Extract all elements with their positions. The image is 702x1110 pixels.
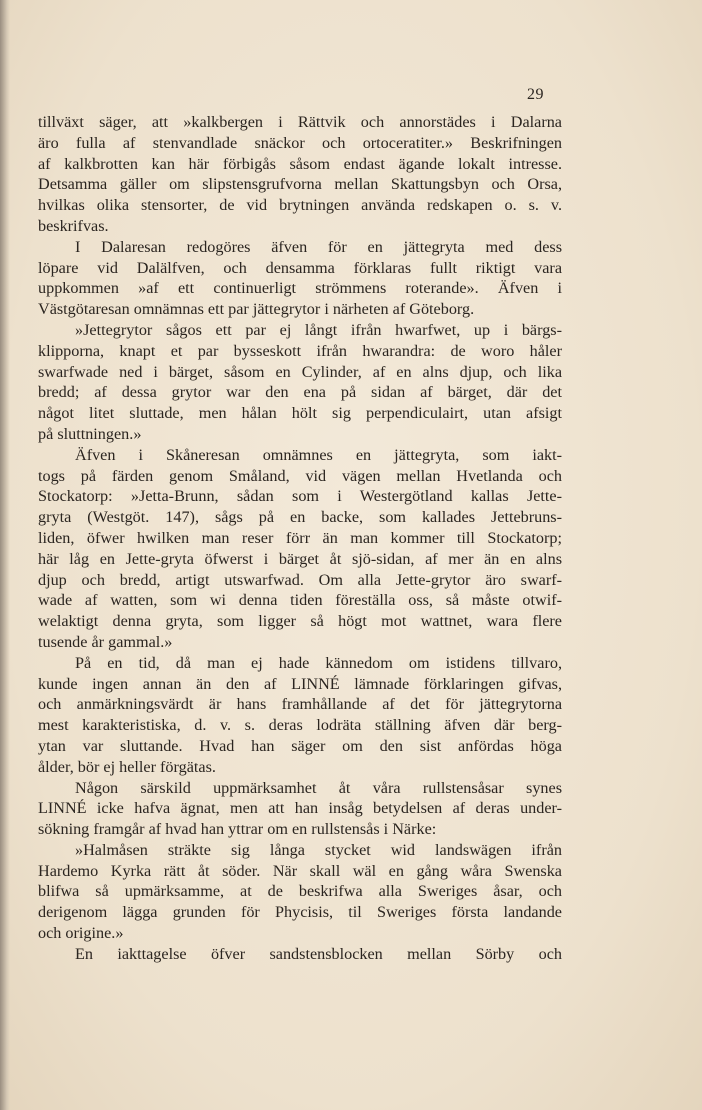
text-line: djup och bredd, artigt utswarfwad. Om alla Jette-grytor äro swarf- — [38, 570, 562, 589]
text-line: wade af watten, som wi denna tiden föreställa oss, så måste otwif- — [38, 591, 562, 610]
text-line: klipporna, knapt et par bysseskott ifrån hwarandra: de woro håler — [38, 341, 562, 360]
text-line: af kalkbrotten kan här förbigås såsom endast ägande lokalt intresse. — [38, 154, 562, 173]
body-text — [38, 112, 562, 965]
text-line: något litet sluttade, men hålan hölt sig perpendiculairt, utan afsigt — [38, 404, 562, 423]
text-line: swarfwade ned i bärget, såsom en Cylinder, af en alns djup, och lika — [38, 362, 562, 381]
page-edge-shadow — [0, 0, 10, 1110]
text-line: mest karakteristiska, d. v. s. deras lodräta ställning äfven där berg- — [38, 716, 562, 735]
text-line: welaktigt denna gryta, som ligger så högt mot wattnet, wara flere — [38, 612, 562, 631]
text-line: äro fulla af stenvandlade snäckor och ortoceratiter.» Beskrifningen — [38, 133, 562, 152]
text-line: och anmärkningsvärdt är hans framhållande af det för jättegrytorna — [38, 695, 562, 714]
text-line: Detsamma gäller om slipstensgrufvorna mellan Skattungsbyn och Orsa, — [38, 175, 562, 194]
text-line: gryta (Westgöt. 147), sågs på en backe, som kallades Jettebruns- — [38, 508, 562, 527]
text-line: sökning framgår af hvad han yttrar om en rullstensås i Närke: — [38, 820, 437, 839]
page-number: 29 — [527, 86, 544, 103]
text-line: I Dalaresan redogöres äfven för en jättegryta med dess — [75, 237, 562, 256]
text-line: Någon särskild uppmärksamhet åt våra rullstensåsar synes — [75, 778, 562, 797]
text-line: En iakttagelse öfver sandstensblocken mellan Sörby och — [75, 944, 562, 963]
text-line: på sluttningen.» — [38, 424, 142, 443]
text-line: ytan var sluttande. Hvad han säger om den sist anfördas höga — [38, 736, 562, 755]
text-line: kunde ingen annan än den af LINNÉ lämnade förklaringen gifvas, — [38, 674, 562, 693]
text-line: togs på färden genom Småland, vid vägen mellan Hvetlanda och — [38, 466, 562, 485]
text-line: blifwa så upmärksamme, at de beskrifwa alla Sweriges åsar, och — [38, 882, 562, 901]
text-line: liden, öfwer hwilken man reser förr än man kommer till Stockatorp; — [38, 528, 562, 547]
text-line: hvilkas olika stensorter, de vid brytningen använda redskapen o. s. v. — [38, 196, 562, 215]
text-line: Äfven i Skåneresan omnämnes en jättegryta, som iakt- — [75, 445, 562, 464]
text-line: »Jettegrytor sågos ett par ej långt ifrån hwarfwet, up i bärgs- — [75, 320, 562, 339]
text-line: löpare vid Dalälfven, och densamma förklaras fullt riktigt vara — [38, 258, 562, 277]
text-line: ålder, bör ej heller förgätas. — [38, 757, 216, 776]
text-line: LINNÉ icke hafva ägnat, men att han insåg betydelsen af deras under- — [38, 799, 562, 818]
text-line: Hardemo Kyrka rätt åt söder. När skall wäl en gång wåra Swenska — [38, 861, 562, 880]
text-line: Stockatorp: »Jetta-Brunn, sådan som i Westergötland kallas Jette- — [38, 487, 562, 506]
text-line: här låg en Jette-gryta öfwerst i bärget åt sjö-sidan, af mer än en alns — [38, 549, 562, 568]
text-line: uppkommen »af ett continuerligt strömmens roterande». Äfven i — [38, 279, 562, 298]
text-line: beskrifvas. — [38, 216, 109, 235]
text-line: och origine.» — [38, 924, 124, 943]
text-line: Västgötaresan omnämnas ett par jättegrytor i närheten af Göteborg. — [38, 300, 475, 319]
text-line: derigenom lägga grunden för Phycisis, til Sweriges första landande — [38, 903, 562, 922]
text-line: På en tid, då man ej hade kännedom om istidens tillvaro, — [75, 653, 562, 672]
text-line: bredd; af dessa grytor war den ena på sidan af bärget, där det — [38, 383, 562, 402]
text-line: »Halmåsen sträkte sig långa stycket wid landswägen ifrån — [75, 840, 562, 859]
text-line: tusende år gammal.» — [38, 632, 173, 651]
text-line: tillväxt säger, att »kalkbergen i Rättvik och annorstädes i Dalarna — [38, 113, 562, 131]
